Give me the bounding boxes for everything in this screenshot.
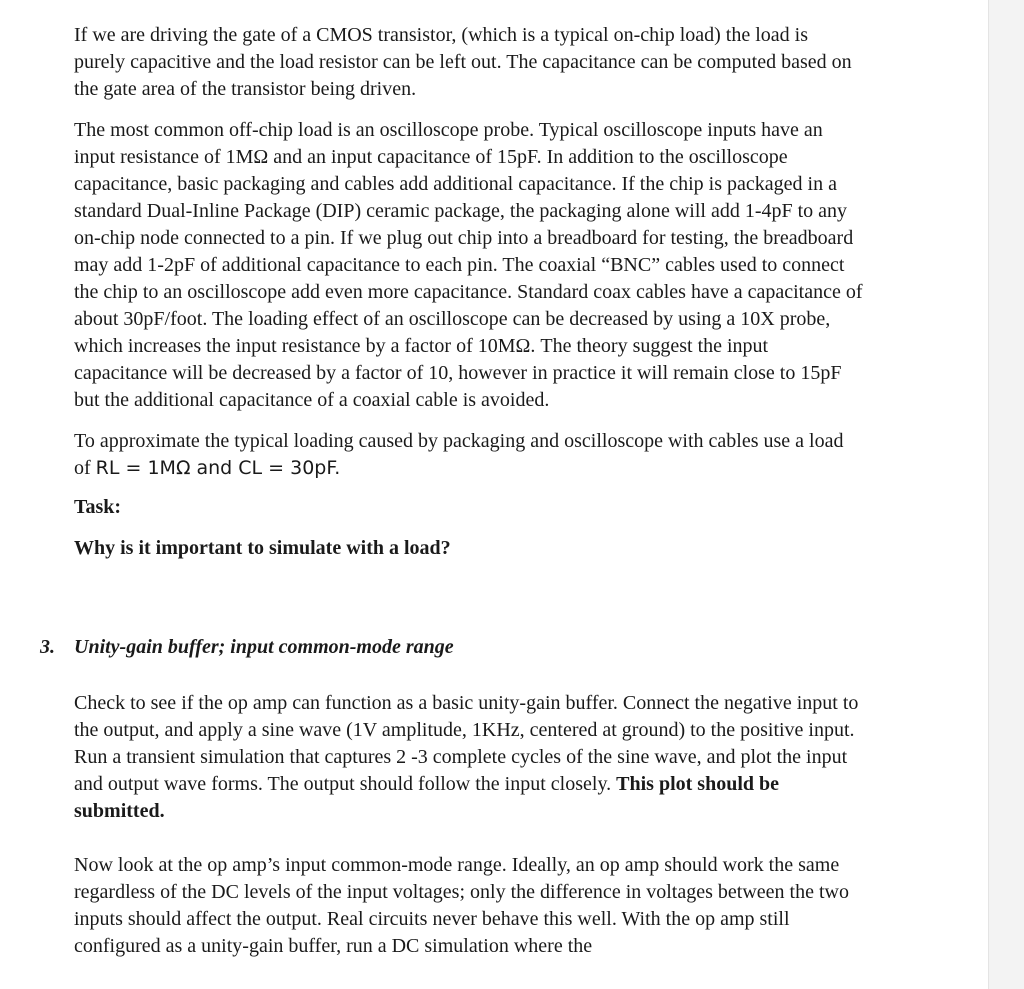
load-values-formula: RL = 1MΩ and CL = 30pF. <box>95 457 341 479</box>
paragraph-typical-loading-text: To approximate the typical loading caused by packaging and oscilloscope with cables use a load of <box>74 430 844 479</box>
section-heading <box>40 634 454 661</box>
submission-note: This plot should be submitted. <box>74 773 780 822</box>
paragraph-cmos-load: If we are driving the gate of a CMOS transistor, (which is a typical on-chip load) the load is purely capacitive and the load resistor can be left out. The capacitance can be computed based on the gate area of the transistor being driven. <box>74 24 852 100</box>
paragraph-common-mode-range: Now look at the op amp’s input common-mode range. Ideally, an op amp should work the same regardless of the DC levels of the input voltages; only the difference in voltages between the two inputs should affect the output. Real circuits never behave this well. With the op amp still configured as a unity-gain buffer, run a DC simulation where the <box>74 854 849 957</box>
scrollbar-gutter[interactable] <box>988 0 1024 989</box>
paragraph-oscilloscope-load: The most common off-chip load is an oscilloscope probe. Typical oscilloscope inputs have an input resistance of 1MΩ and an input capacitance of 15pF. In addition to the oscilloscope capacitance, basic packaging and cables add additional capacitance. If the chip is packaged in a standard Dual-Inline Package (DIP) ceramic package, the packaging alone will add 1-4pF to any on-chip node connected to a pin. If we plug out chip into a breadboard for testing, the breadboard may add 1-2pF of additional capacitance to each pin. The coaxial “BNC” cables used to connect the chip to an oscilloscope add even more capacitance. Standard coax cables have a capacitance of about 30pF/foot. The loading effect of an oscilloscope can be decreased by using a 10X probe, which increases the input resistance by a factor of 10MΩ. The theory suggest the input capacitance will be decreased by a factor of 10, however in practice it will remain close to 15pF but the additional capacitance of a coaxial cable is avoided. <box>74 119 863 411</box>
paragraph-unity-gain-check <box>74 690 864 825</box>
paragraph-typical-loading <box>74 428 864 482</box>
task-label: Task: <box>74 496 122 518</box>
section-number: 3. <box>40 636 55 658</box>
document-body <box>74 22 864 562</box>
task-question: Why is it important to simulate with a load? <box>74 537 451 559</box>
paragraph-unity-gain-text: Check to see if the op amp can function as a basic unity-gain buffer. Connect the negative input to the output, and apply a sine wave (1V amplitude, 1KHz, centered at ground) to the positive input. Run a transient simulation that captures 2 -3 complete cycles of the sine wave, and plot the input and output wave forms. The output should follow the input closely. <box>74 692 859 795</box>
section-body <box>74 690 864 960</box>
section-title: Unity-gain buffer; input common-mode range <box>74 636 454 658</box>
